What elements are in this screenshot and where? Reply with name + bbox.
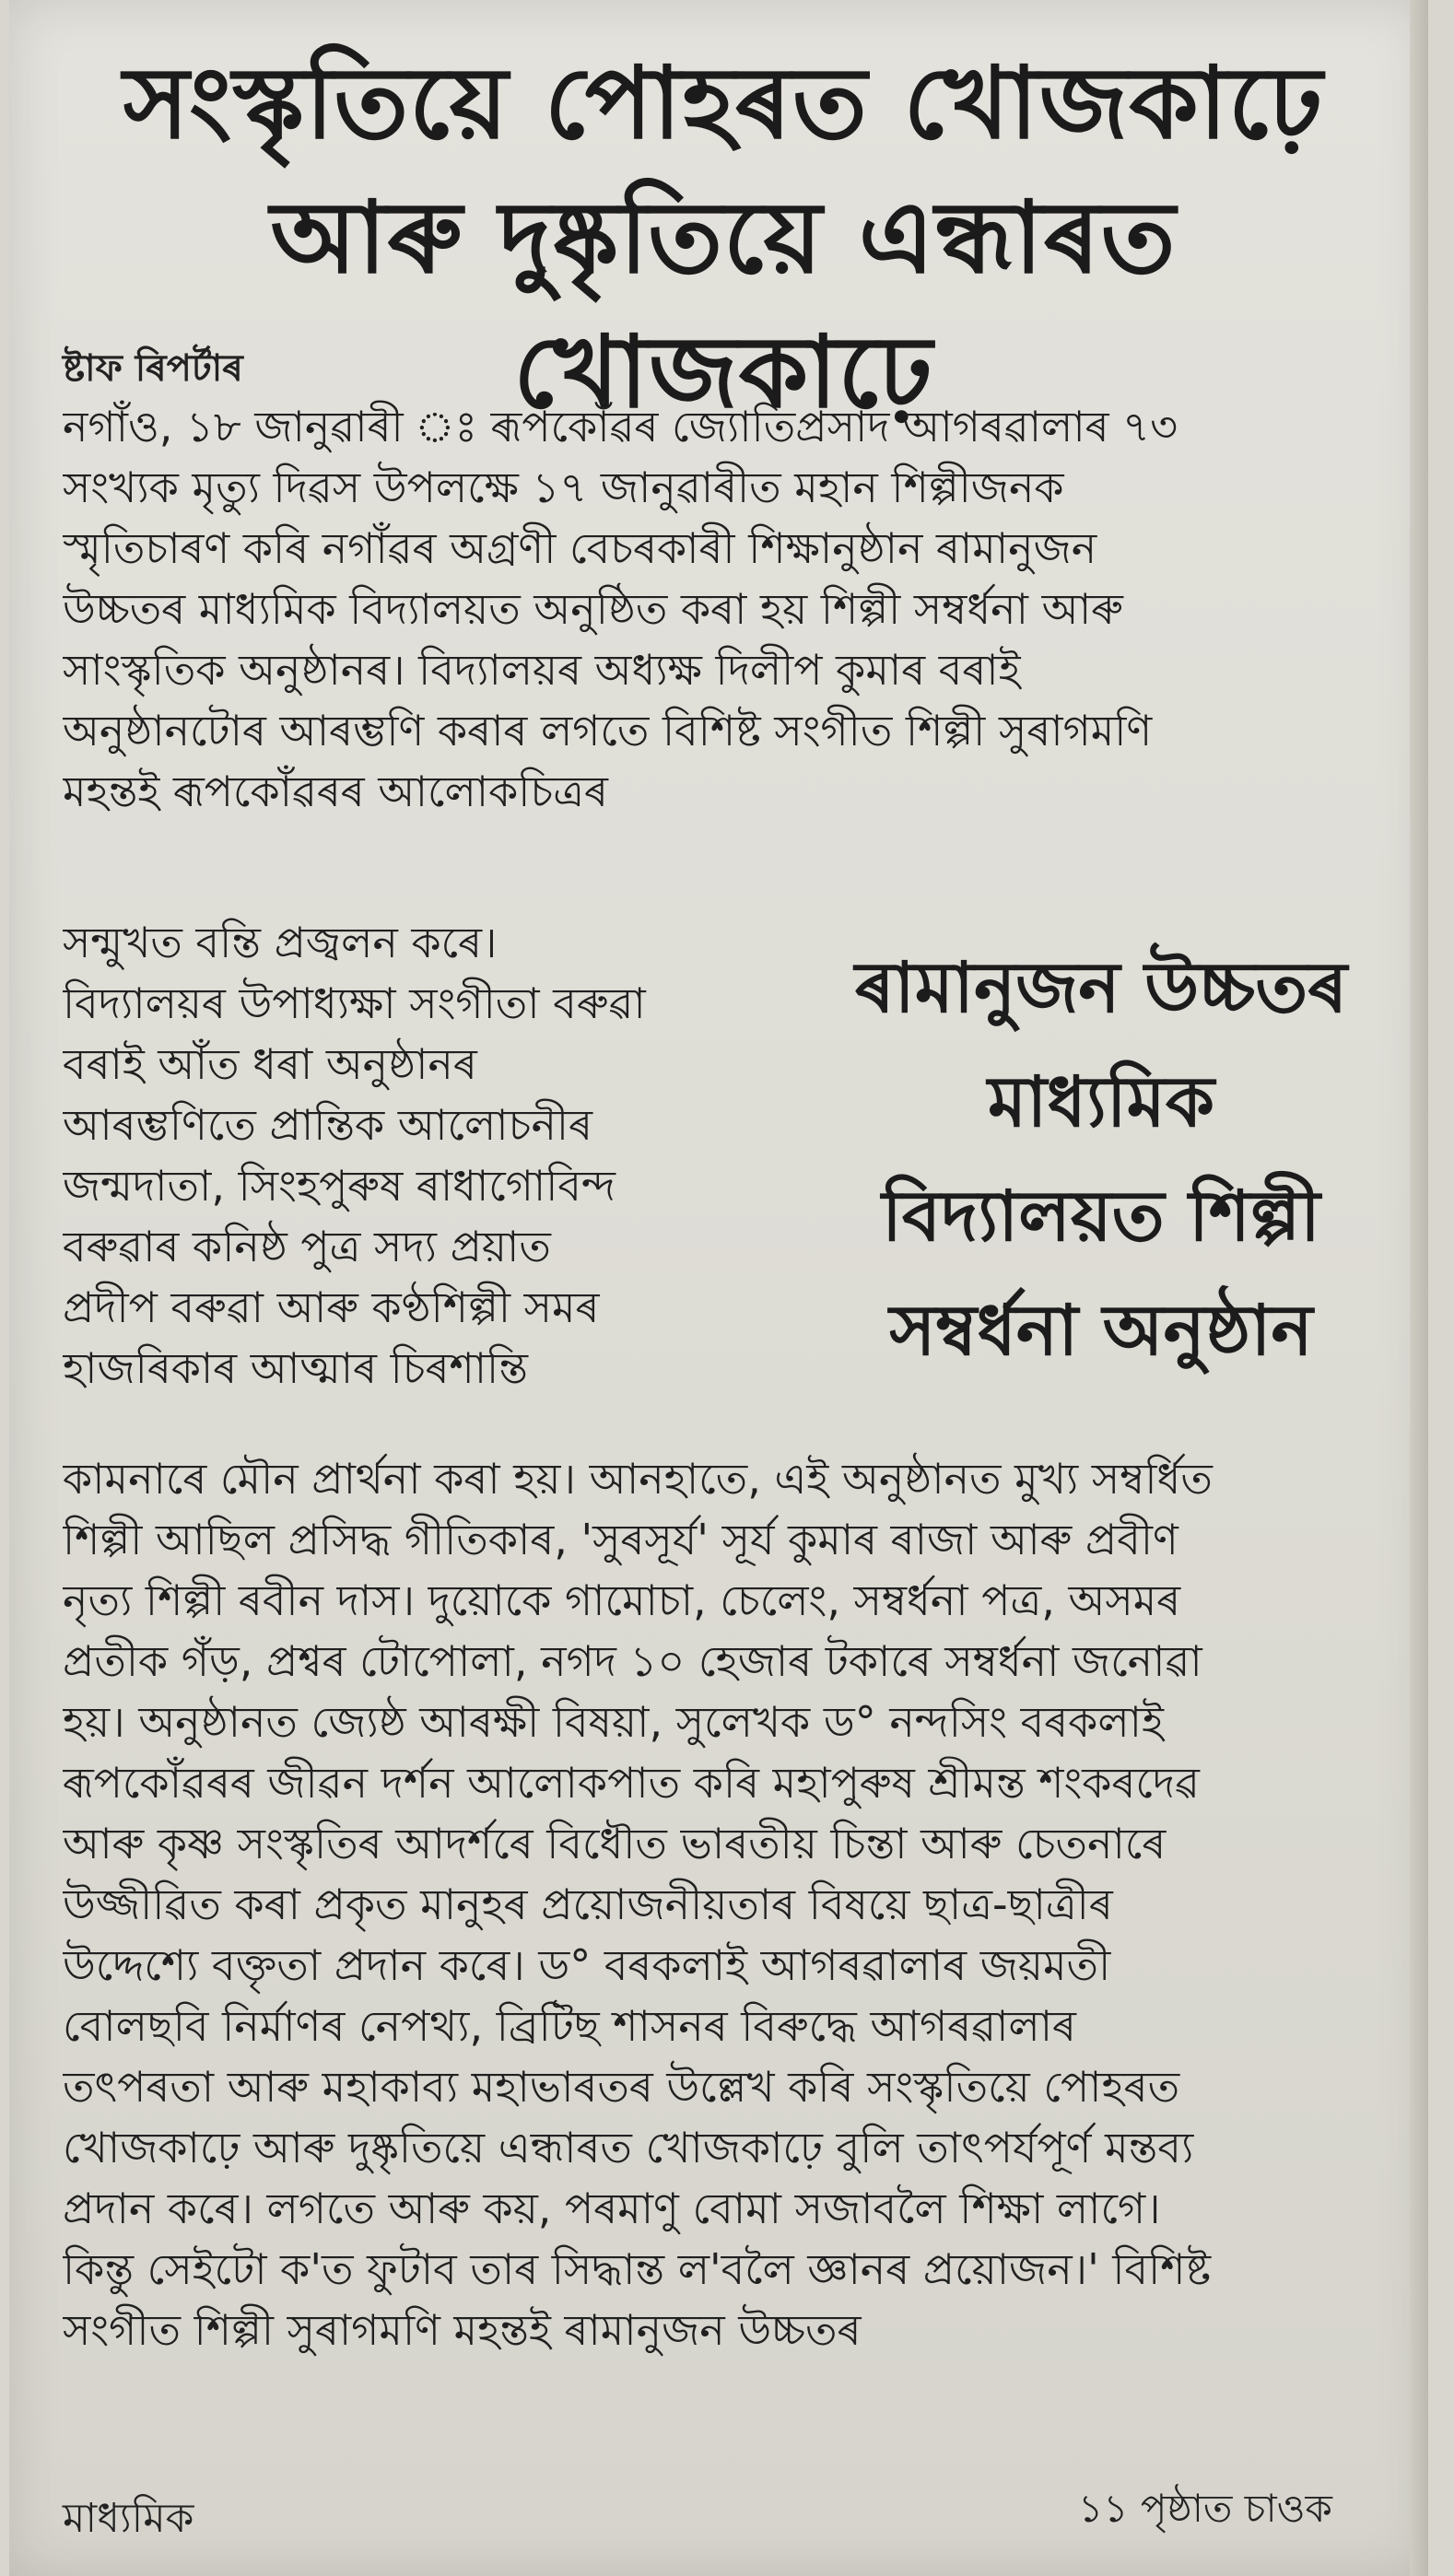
- text-line: প্ৰদীপ বৰুৱা আৰু কণ্ঠশিল্পী সমৰ: [63, 1282, 600, 1332]
- pull-quote-line: সম্বৰ্ধনা অনুষ্ঠান: [889, 1289, 1313, 1371]
- text-line: স্মৃতিচাৰণ কৰি নগাঁৱৰ অগ্ৰণী বেচৰকাৰী শিক্ষানুষ্ঠান ৰামানুজন: [63, 523, 1097, 573]
- text-line: বৰাই আঁত ধৰা অনুষ্ঠানৰ: [63, 1039, 477, 1089]
- text-line: নৃত্য শিল্পী ৰবীন দাস। দুয়োকে গামোচা, চেলেং, সম্বৰ্ধনা পত্ৰ, অসমৰ: [63, 1575, 1181, 1625]
- text-line: আৰম্ভণিতে প্ৰান্তিক আলোচনীৰ: [63, 1100, 592, 1150]
- headline-line-2: আৰু দুষ্কৃতিয়ে এন্ধাৰত খোজকাঢ়ে: [270, 181, 1177, 430]
- text-line: আৰু কৃষ্ণ সংস্কৃতিৰ আদৰ্শৰে বিধৌত ভাৰতীয় চিন্তা আৰু চেতনাৰে: [63, 1819, 1167, 1868]
- text-line: উজ্জীৱিত কৰা প্ৰকৃত মানুহৰ প্ৰয়োজনীয়তাৰ বিষয়ে ছাত্ৰ-ছাত্ৰীৰ: [63, 1879, 1113, 1929]
- text-line: নগাঁও, ১৮ জানুৱাৰী ঃ ৰূপকোঁৱৰ জ্যোতিপ্ৰসাদ আগৰৱালাৰ ৭৩: [63, 402, 1178, 451]
- text-line: তৎপৰতা আৰু মহাকাব্য মহাভাৰতৰ উল্লেখ কৰি সংস্কৃতিয়ে পোহৰত: [63, 2062, 1180, 2112]
- pull-quote: [802, 931, 1401, 1388]
- pull-quote-line: বিদ্যালয়ত শিল্পী: [882, 1175, 1320, 1257]
- text-line: প্ৰদান কৰে। লগতে আৰু কয়, পৰমাণু বোমা সজাবলৈ শিক্ষা লাগে।: [63, 2184, 1161, 2233]
- headline-line-1: সংস্কৃতিয়ে পোহৰত খোজকাঢ়ে: [123, 46, 1324, 161]
- text-line: হয়। অনুষ্ঠানত জ্যেষ্ঠ আৰক্ষী বিষয়া, সুলেখক ড° নন্দসিং বৰকলাই: [63, 1697, 1164, 1747]
- text-line: বৰুৱাৰ কনিষ্ঠ পুত্ৰ সদ্য প্ৰয়াত: [63, 1222, 551, 1271]
- text-line: সংখ্যক মৃত্যু দিৱস উপলক্ষে ১৭ জানুৱাৰীত মহান শিল্পীজনক: [63, 463, 1064, 512]
- body-paragraph: [63, 1448, 1399, 2360]
- text-line: খোজকাঢ়ে আৰু দুষ্কৃতিয়ে এন্ধাৰত খোজকাঢ়ে বুলি তাৎপৰ্যপূৰ্ণ মন্তব্য: [63, 2123, 1194, 2172]
- text-line: কিন্তু সেইটো ক'ত ফুটাব তাৰ সিদ্ধান্ত ল'বলৈ জ্ঞানৰ প্ৰয়োজন।' বিশিষ্ট: [63, 2244, 1212, 2294]
- text-line: বোলছবি নিৰ্মাণৰ নেপথ্য, ব্ৰিটিছ শাসনৰ বিৰুদ্ধে আগৰৱালাৰ: [63, 2001, 1076, 2051]
- text-line: সংগীত শিল্পী সুৰাগমণি মহন্তই ৰামানুজন উচ্চতৰ: [63, 2305, 862, 2355]
- text-line: সন্মুখত বন্তি প্ৰজ্বলন কৰে।: [63, 918, 498, 967]
- text-line: প্ৰতীক গঁড়, প্ৰশ্বৰ টোপোলা, নগদ ১০ হেজাৰ টকাৰে সম্বৰ্ধনা জনোৱা: [63, 1636, 1202, 1686]
- page-edge: [1410, 0, 1428, 2576]
- text-line: উচ্চতৰ মাধ্যমিক বিদ্যালয়ত অনুষ্ঠিত কৰা হয় শিল্পী সম্বৰ্ধনা আৰু: [63, 584, 1123, 634]
- column-paragraph: [63, 912, 763, 1399]
- text-line: মহন্তই ৰূপকোঁৱৰৰ আলোকচিত্ৰৰ: [63, 767, 608, 816]
- pull-quote-line: মাধ্যমিক: [988, 1060, 1214, 1142]
- pull-quote-line: ৰামানুজন উচ্চতৰ: [854, 946, 1348, 1028]
- text-line: উদ্দেশ্যে বক্তৃতা প্ৰদান কৰে। ড° বৰকলাই আগৰৱালাৰ জয়মতী: [63, 1940, 1111, 1990]
- text-line: ৰূপকোঁৱৰৰ জীৱন দৰ্শন আলোকপাত কৰি মহাপুৰুষ শ্ৰীমন্ত শংকৰদেৱ: [63, 1758, 1200, 1808]
- text-line: হাজৰিকাৰ আত্মাৰ চিৰশান্তি: [63, 1343, 528, 1393]
- text-line: শিল্পী আছিল প্ৰসিদ্ধ গীতিকাৰ, 'সুৰসূৰ্য' সূৰ্য কুমাৰ ৰাজা আৰু প্ৰবীণ: [63, 1515, 1178, 1564]
- continued-on-page-note: ১১ পৃষ্ঠাত চাওক: [1078, 2486, 1332, 2531]
- lead-paragraph: [63, 396, 1399, 822]
- continued-text: মাধ্যমিক: [63, 2495, 194, 2542]
- text-line: কামনাৰে মৌন প্ৰাৰ্থনা কৰা হয়। আনহাতে, এই অনুষ্ঠানত মুখ্য সম্বৰ্ধিত: [63, 1454, 1213, 1504]
- newspaper-clipping: [9, 0, 1428, 2576]
- text-line: অনুষ্ঠানটোৰ আৰম্ভণি কৰাৰ লগতে বিশিষ্ট সংগীত শিল্পী সুৰাগমণি: [63, 706, 1153, 755]
- byline: ষ্টাফ ৰিপৰ্টাৰ: [63, 347, 243, 390]
- text-line: বিদ্যালয়ৰ উপাধ্যক্ষা সংগীতা বৰুৱা: [63, 978, 646, 1028]
- text-line: সাংস্কৃতিক অনুষ্ঠানৰ। বিদ্যালয়ৰ অধ্যক্ষ দিলীপ কুমাৰ বৰাই: [63, 645, 1021, 695]
- text-line: জন্মদাতা, সিংহপুৰুষ ৰাধাগোবিন্দ: [63, 1161, 616, 1211]
